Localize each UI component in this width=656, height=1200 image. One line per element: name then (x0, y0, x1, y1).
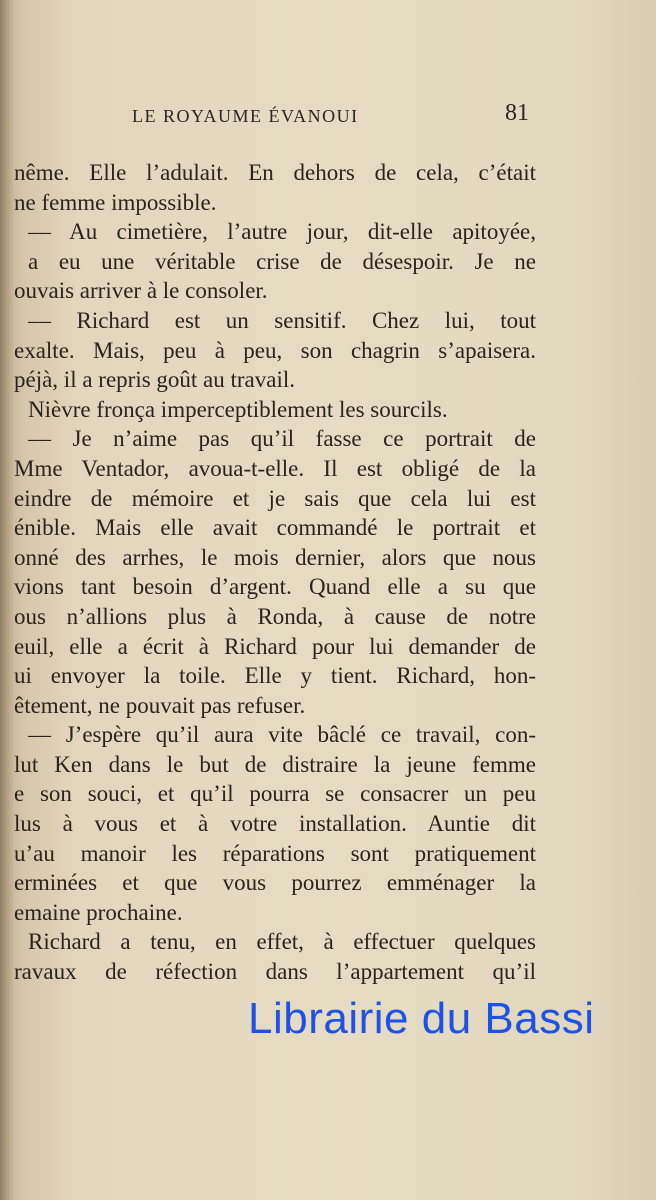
text-line: êtement, ne pouvait pas refuser. (14, 692, 306, 718)
text-line: euil, elle a écrit à Richard pour lui demander de (14, 633, 536, 659)
text-line: lut Ken dans le but de distraire la jeune femme (14, 751, 536, 777)
text-line: vions tant besoin d’argent. Quand elle a su que (14, 574, 536, 600)
text-line: — Richard est un sensitif. Chez lui, tout (28, 307, 536, 333)
text-line: — Au cimetière, l’autre jour, dit-elle apitoyée, (28, 219, 536, 245)
text-line: ui envoyer la toile. Elle y tient. Richard, hon- (14, 663, 536, 689)
text-line: ravaux de réfection dans l’appartement qu’il (14, 959, 536, 985)
text-line: emaine prochaine. (14, 899, 183, 925)
text-line: Richard a tenu, en effet, à effectuer quelques (28, 929, 536, 955)
text-line: péjà, il a repris goût au travail. (14, 367, 296, 393)
page-gutter (0, 0, 14, 1200)
text-line: — Je n’aime pas qu’il fasse ce portrait de (28, 426, 536, 452)
text-line: Mme Ventador, avoua-t-elle. Il est obligé de la (14, 455, 536, 481)
text-line: lus à vous et à votre installation. Auntie dit (14, 811, 536, 837)
text-line: e son souci, et qu’il pourra se consacrer un peu (14, 781, 536, 807)
text-line: — J’espère qu’il aura vite bâclé ce travail, con- (28, 722, 536, 748)
text-line: ouvais arriver à le consoler. (14, 278, 268, 304)
running-head: LE ROYAUME ÉVANOUI (132, 106, 359, 126)
text-line: eindre de mémoire et je sais que cela lui est (14, 485, 536, 511)
text-line: onné des arrhes, le mois dernier, alors que nous (14, 544, 536, 570)
text-line: énible. Mais elle avait commandé le portrait et (14, 515, 536, 541)
text-line: u’au manoir les réparations sont pratiquement (14, 840, 536, 866)
body-text (14, 158, 536, 987)
watermark-text: Librairie du Bassi (248, 994, 595, 1043)
text-line: Nièvre fronça imperceptiblement les sourcils. (28, 396, 448, 422)
page-number: 81 (505, 100, 529, 126)
text-line: a eu une véritable crise de désespoir. Je ne (28, 248, 536, 274)
text-line: ous n’allions plus à Ronda, à cause de notre (14, 603, 536, 629)
text-line: erminées et que vous pourrez emménager la (14, 870, 536, 896)
text-line: ne femme impossible. (14, 189, 217, 215)
text-line: exalte. Mais, peu à peu, son chagrin s’apaisera. (14, 337, 536, 363)
text-line: nême. Elle l’adulait. En dehors de cela, c’était (14, 160, 536, 185)
